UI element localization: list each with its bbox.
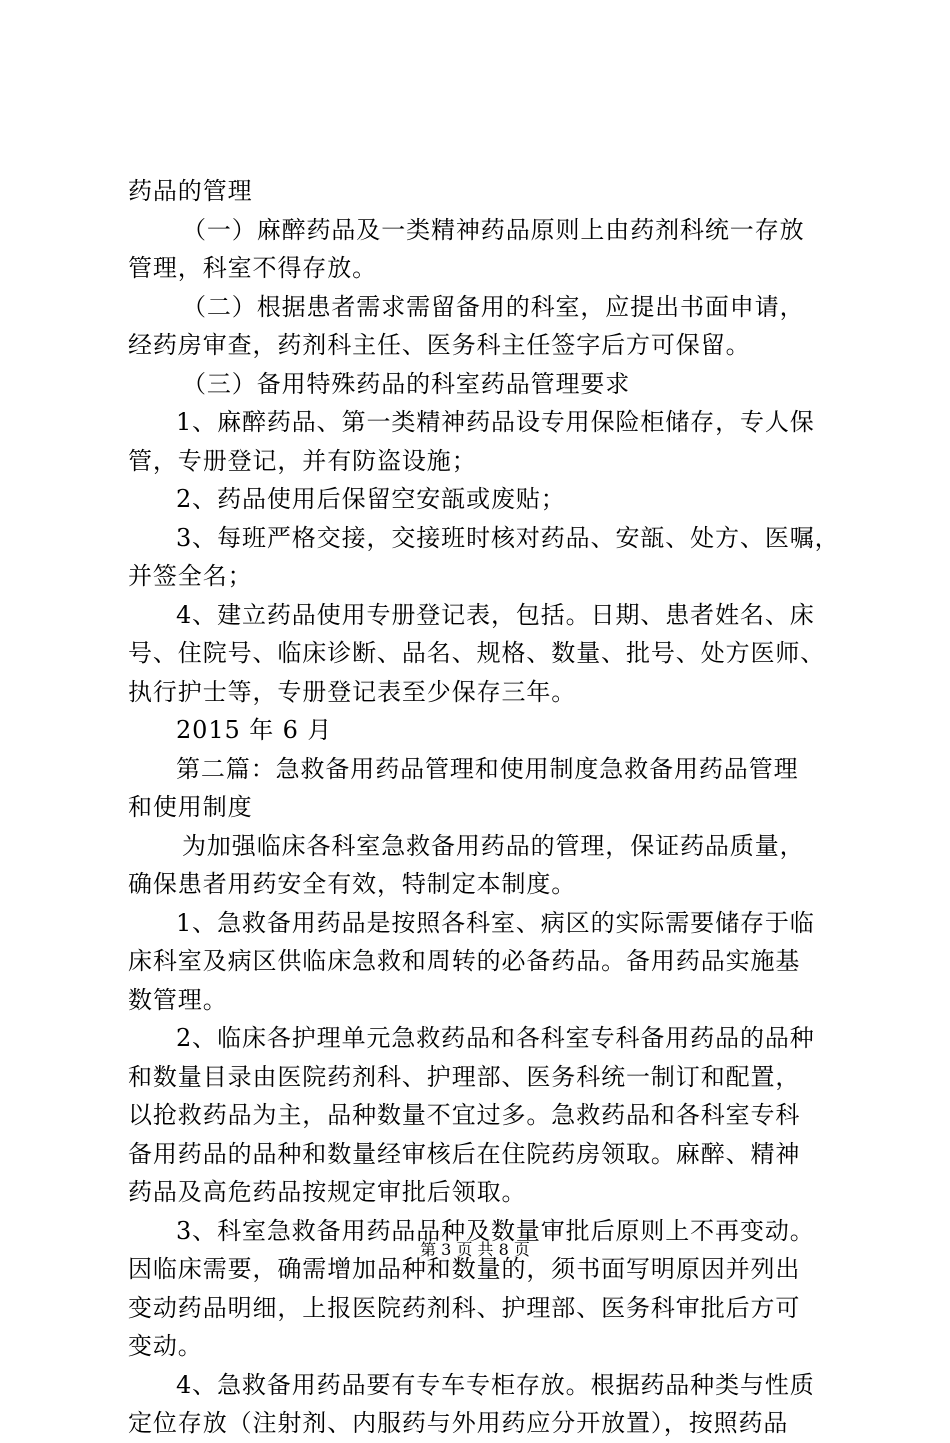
text-line: 变动药品明细，上报医院药剂科、护理部、医务科审批后方可 [128,1293,801,1322]
text-line: 床科室及病区供临床急救和周转的必备药品。备用药品实施基 [128,947,801,975]
text-line: 2015 年 6 月 [176,716,333,744]
text-line: 经药房审查，药剂科主任、医务科主任签字后方可保留。 [128,331,751,359]
text-line: 药品的管理 [128,177,253,205]
text-line: 并签全名； [128,562,253,590]
text-line: 因临床需要，确需增加品种和数量的，须书面写明原因并列出 [128,1255,801,1283]
text-line: 执行护士等，专册登记表至少保存三年。 [128,677,577,706]
text-line: （三）备用特殊药品的科室药品管理要求 [182,369,631,398]
text-line: 1、急救备用药品是按照各科室、病区的实际需要储存于临 [176,908,815,937]
text-line: 第二篇：急救备用药品管理和使用制度急救备用药品管理 [176,754,799,783]
text-line: 管，专册登记，并有防盗设施； [128,446,477,475]
text-line: 以抢救药品为主，品种数量不宜过多。急救药品和各科室专科 [128,1101,801,1129]
text-line: 号、住院号、临床诊断、品名、规格、数量、批号、处方医师、 [128,639,826,667]
text-line: 定位存放（注射剂、内服药与外用药应分开放置），按照药品 [128,1409,789,1437]
page-footer: 第 3 页 共 8 页 [420,1240,530,1259]
text-line: 2、临床各护理单元急救药品和各科室专科备用药品的品种 [176,1024,815,1052]
text-line: 和数量目录由医院药剂科、护理部、医务科统一制订和配置， [128,1062,801,1091]
text-line: 为加强临床各科室急救备用药品的管理，保证药品质量， [182,831,805,860]
text-line: 药品及高危药品按规定审批后领取。 [128,1178,527,1206]
text-line: 2、药品使用后保留空安瓿或废贴； [176,485,566,513]
text-line: 数管理。 [128,985,228,1014]
text-line: 1、麻醉药品、第一类精神药品设专用保险柜储存，专人保 [176,408,815,436]
text-line: （二）根据患者需求需留备用的科室，应提出书面申请， [182,292,805,321]
text-line: 备用药品的品种和数量经审核后在住院药房领取。麻醉、精神 [128,1139,801,1168]
text-line: 4、急救备用药品要有专车专柜存放。根据药品种类与性质 [176,1370,815,1399]
text-line: 变动。 [128,1332,203,1360]
text-line: 管理，科室不得存放。 [128,254,377,282]
text-line: （一）麻醉药品及一类精神药品原则上由药剂科统一存放 [182,215,805,244]
text-line: 4、建立药品使用专册登记表，包括。日期、患者姓名、床 [176,600,815,629]
text-line: 确保患者用药安全有效，特制定本制度。 [128,870,577,898]
text-line: 3、科室急救备用药品品种及数量审批后原则上不再变动。 [176,1216,815,1245]
text-line: 和使用制度 [128,793,253,821]
text-line: 3、每班严格交接，交接班时核对药品、安瓿、处方、医嘱， [176,523,840,552]
